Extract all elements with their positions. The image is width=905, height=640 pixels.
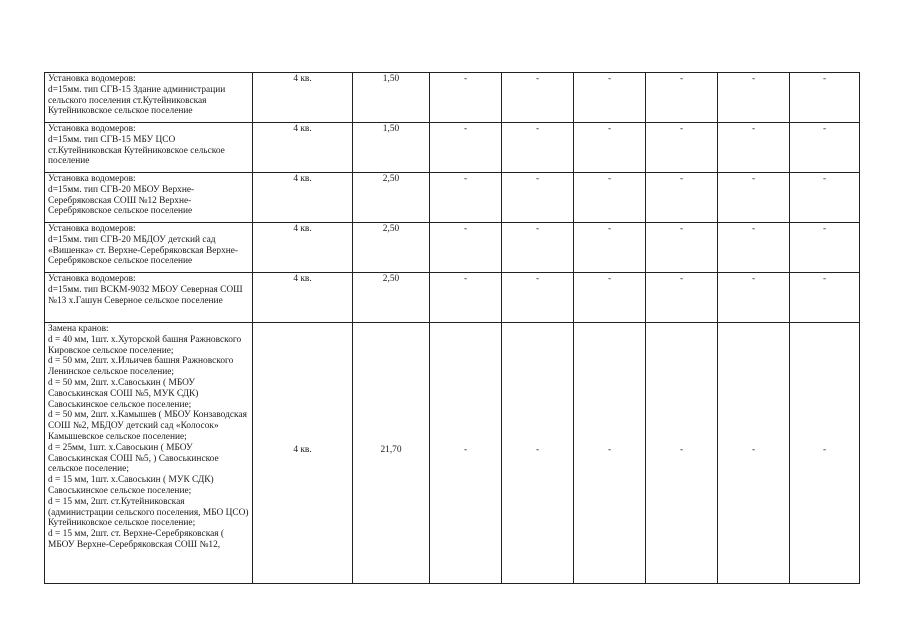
dash-cell: - [502,323,574,584]
dash-cell: - [502,223,574,273]
period-cell: 4 кв. [253,173,353,223]
dash-cell: - [718,223,790,273]
dash-cell: - [430,323,502,584]
dash-cell: - [574,323,646,584]
amount-cell: 2,50 [353,273,430,323]
dash-cell: - [646,223,718,273]
dash-cell: - [502,123,574,173]
dash-cell: - [574,223,646,273]
dash-cell: - [430,123,502,173]
dash-cell: - [646,323,718,584]
amount-cell: 2,50 [353,223,430,273]
dash-cell: - [502,73,574,123]
dash-cell: - [646,273,718,323]
amount-cell: 21,70 [353,323,430,584]
work-description: Установка водомеров: d=15мм. тип СГВ-15 МБУ ЦСО ст.Кутейниковская Кутейниковское сельское поселение [45,123,253,173]
dash-cell: - [718,323,790,584]
work-description: Установка водомеров: d=15мм. тип СГВ-20 МБДОУ детский сад «Вишенка» ст. Верхне-Серебряковская Верхне-Серебряковское сельское поселение [45,223,253,273]
dash-cell: - [502,273,574,323]
table-row [45,223,860,273]
dash-cell: - [502,173,574,223]
dash-cell: - [718,123,790,173]
work-description: Установка водомеров: d=15мм. тип ВСКМ-9032 МБОУ Северная СОШ №13 х.Гашун Северное сельское поселение [45,273,253,323]
amount-cell: 2,50 [353,173,430,223]
table-row [45,73,860,123]
dash-cell: - [574,123,646,173]
dash-cell: - [646,123,718,173]
dash-cell: - [790,223,860,273]
dash-cell: - [646,73,718,123]
period-cell: 4 кв. [253,223,353,273]
table-row [45,173,860,223]
dash-cell: - [574,273,646,323]
work-description: Установка водомеров: d=15мм. тип СГВ-20 МБОУ Верхне-Серебряковская СОШ №12 Верхне-Серебряковское сельское поселение [45,173,253,223]
dash-cell: - [790,73,860,123]
dash-cell: - [430,73,502,123]
table-row [45,123,860,173]
dash-cell: - [790,273,860,323]
period-cell: 4 кв. [253,73,353,123]
dash-cell: - [646,173,718,223]
table-row [45,323,860,584]
works-table [44,72,860,584]
amount-cell: 1,50 [353,123,430,173]
dash-cell: - [574,173,646,223]
work-description: Замена кранов: d = 40 мм, 1шт. х.Хуторской башня Ражновского Кировское сельское поселение; d = 50 мм, 2шт. х.Ильичев башня Ражновского Ленинское сельское поселение; d = 50 мм, 2шт. х.Савоськин ( МБОУ Савоськинская СОШ №5, МУК СДК) Савоськинское сельское поселение; d = 50 мм, 2шт. х.Камышев ( МБОУ Конзаводская СОШ №2, МБДОУ детский сад «Колосок» Камышевское сельское поселение; d = 25мм, 1шт. х.Савоськин ( МБОУ Савоськинская СОШ №5, ) Савоськинское сельское поселение; d = 15 мм, 1шт. х.Савоськин ( МУК СДК) Савоськинское сельское поселение; d = 15 мм, 2шт. ст.Кутейниковская (администрации сельского поселения, МБО ЦСО) Кутейниковское сельское поселение; d = 15 мм, 2шт. ст. Верхне-Серебряковская ( МБОУ Верхне-Серебряковская СОШ №12, [45,323,253,584]
period-cell: 4 кв. [253,273,353,323]
period-cell: 4 кв. [253,323,353,584]
dash-cell: - [790,173,860,223]
amount-cell: 1,50 [353,73,430,123]
dash-cell: - [718,173,790,223]
dash-cell: - [790,323,860,584]
dash-cell: - [430,223,502,273]
dash-cell: - [430,273,502,323]
dash-cell: - [718,73,790,123]
dash-cell: - [574,73,646,123]
dash-cell: - [790,123,860,173]
table-row [45,273,860,323]
work-description: Установка водомеров: d=15мм. тип СГВ-15 Здание администрации сельского поселения ст.Кутейниковская Кутейниковское сельское поселение [45,73,253,123]
dash-cell: - [718,273,790,323]
dash-cell: - [430,173,502,223]
period-cell: 4 кв. [253,123,353,173]
